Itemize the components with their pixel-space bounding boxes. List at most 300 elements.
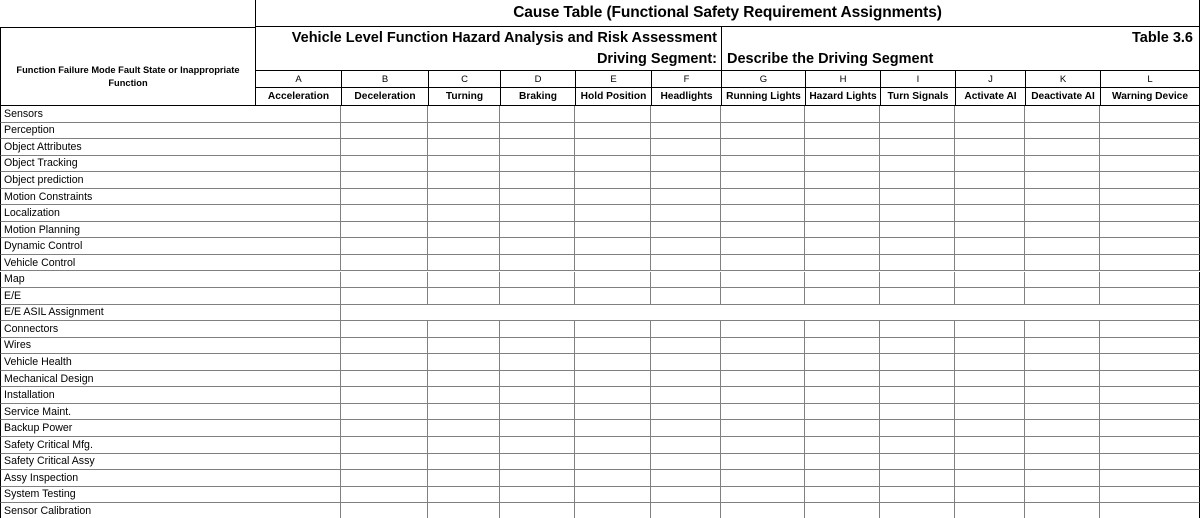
table-cell[interactable] [955, 205, 1025, 222]
table-cell[interactable] [341, 321, 428, 338]
table-cell[interactable] [341, 338, 428, 355]
table-cell[interactable] [500, 420, 575, 437]
table-cell[interactable] [805, 354, 880, 371]
table-cell[interactable] [721, 222, 805, 239]
row-label-motion-constraints[interactable]: Motion Constraints [0, 189, 256, 206]
table-cell[interactable] [805, 106, 880, 123]
table-cell[interactable] [500, 338, 575, 355]
table-cell[interactable] [341, 189, 428, 206]
table-cell[interactable] [1025, 437, 1100, 454]
table-cell[interactable] [651, 255, 721, 272]
table-cell[interactable] [500, 189, 575, 206]
table-cell[interactable] [721, 321, 805, 338]
table-cell[interactable] [1100, 288, 1200, 305]
table-cell[interactable] [428, 371, 500, 388]
table-cell[interactable] [1025, 172, 1100, 189]
table-cell[interactable] [500, 321, 575, 338]
table-cell[interactable] [255, 321, 341, 338]
table-cell[interactable] [805, 404, 880, 421]
table-cell[interactable] [500, 156, 575, 173]
table-cell[interactable] [880, 387, 955, 404]
table-cell[interactable] [651, 288, 721, 305]
table-cell[interactable] [651, 404, 721, 421]
row-label-backup-power[interactable]: Backup Power [0, 420, 256, 437]
table-cell[interactable] [955, 387, 1025, 404]
row-label-assy-inspection[interactable]: Assy Inspection [0, 470, 256, 487]
table-cell[interactable] [805, 487, 880, 504]
table-cell[interactable] [955, 139, 1025, 156]
table-cell[interactable] [1100, 387, 1200, 404]
table-cell[interactable] [955, 189, 1025, 206]
table-cell[interactable] [341, 156, 428, 173]
column-letter-k[interactable]: K [1025, 71, 1100, 88]
table-cell[interactable] [880, 503, 955, 518]
table-cell[interactable] [500, 354, 575, 371]
table-cell[interactable] [575, 503, 651, 518]
table-cell[interactable] [575, 123, 651, 140]
table-cell[interactable] [1025, 371, 1100, 388]
table-cell[interactable] [955, 156, 1025, 173]
table-cell[interactable] [880, 139, 955, 156]
row-label-service-maint-[interactable]: Service Maint. [0, 404, 256, 421]
table-cell[interactable] [651, 272, 721, 289]
table-cell[interactable] [955, 123, 1025, 140]
row-label-motion-planning[interactable]: Motion Planning [0, 222, 256, 239]
table-cell[interactable] [955, 106, 1025, 123]
row-label-safety-critical-mfg-[interactable]: Safety Critical Mfg. [0, 437, 256, 454]
table-cell[interactable] [428, 503, 500, 518]
table-cell[interactable] [1025, 205, 1100, 222]
table-cell[interactable] [255, 354, 341, 371]
table-cell[interactable] [721, 470, 805, 487]
table-cell[interactable] [955, 404, 1025, 421]
column-header-turn-signals[interactable]: Turn Signals [880, 88, 955, 106]
table-cell[interactable] [651, 222, 721, 239]
table-cell[interactable] [805, 156, 880, 173]
table-cell[interactable] [500, 123, 575, 140]
table-cell[interactable] [1100, 487, 1200, 504]
table-cell[interactable] [1025, 272, 1100, 289]
table-cell[interactable] [428, 156, 500, 173]
table-cell[interactable] [721, 338, 805, 355]
table-cell[interactable] [880, 238, 955, 255]
table-cell[interactable] [721, 437, 805, 454]
table-cell[interactable] [880, 420, 955, 437]
table-cell[interactable] [1100, 189, 1200, 206]
table-cell[interactable] [651, 371, 721, 388]
table-cell[interactable] [500, 487, 575, 504]
column-header-hold-position[interactable]: Hold Position [575, 88, 651, 106]
column-letter-c[interactable]: C [428, 71, 500, 88]
table-cell[interactable] [721, 387, 805, 404]
column-letter-i[interactable]: I [880, 71, 955, 88]
table-cell[interactable] [575, 189, 651, 206]
table-cell[interactable] [1025, 454, 1100, 471]
table-cell[interactable] [651, 437, 721, 454]
table-cell[interactable] [721, 205, 805, 222]
table-cell[interactable] [880, 288, 955, 305]
column-header-warning-device[interactable]: Warning Device [1100, 88, 1200, 106]
table-cell[interactable] [651, 172, 721, 189]
table-cell[interactable] [575, 454, 651, 471]
table-cell[interactable] [341, 106, 428, 123]
table-cell[interactable] [805, 123, 880, 140]
table-cell[interactable] [575, 255, 651, 272]
table-cell[interactable] [1025, 420, 1100, 437]
table-cell[interactable] [721, 487, 805, 504]
row-label-connectors[interactable]: Connectors [0, 321, 256, 338]
table-cell[interactable] [805, 437, 880, 454]
table-cell[interactable] [1100, 321, 1200, 338]
table-cell[interactable] [1100, 404, 1200, 421]
table-cell[interactable] [575, 139, 651, 156]
table-cell[interactable] [1100, 255, 1200, 272]
table-cell[interactable] [341, 255, 428, 272]
table-cell[interactable] [428, 172, 500, 189]
table-cell[interactable] [651, 238, 721, 255]
table-cell[interactable] [1025, 503, 1100, 518]
table-cell[interactable] [255, 454, 341, 471]
table-cell[interactable] [721, 156, 805, 173]
table-cell[interactable] [255, 487, 341, 504]
column-letter-d[interactable]: D [500, 71, 575, 88]
table-cell[interactable] [1100, 454, 1200, 471]
table-cell[interactable] [1025, 189, 1100, 206]
table-cell[interactable] [1100, 238, 1200, 255]
row-label-object-prediction[interactable]: Object prediction [0, 172, 256, 189]
table-cell[interactable] [500, 387, 575, 404]
table-cell[interactable] [255, 205, 341, 222]
table-cell[interactable] [1100, 156, 1200, 173]
table-cell[interactable] [805, 503, 880, 518]
table-cell[interactable] [805, 205, 880, 222]
table-cell[interactable] [721, 288, 805, 305]
table-cell[interactable] [575, 354, 651, 371]
table-cell[interactable] [1025, 238, 1100, 255]
table-cell[interactable] [428, 437, 500, 454]
row-label-installation[interactable]: Installation [0, 387, 256, 404]
table-cell[interactable] [428, 189, 500, 206]
column-header-deactivate-ai[interactable]: Deactivate AI [1025, 88, 1100, 106]
table-cell[interactable] [575, 172, 651, 189]
column-header-braking[interactable]: Braking [500, 88, 575, 106]
table-cell[interactable] [805, 321, 880, 338]
table-cell[interactable] [575, 371, 651, 388]
table-cell[interactable] [1100, 371, 1200, 388]
row-label-map[interactable]: Map [0, 272, 256, 289]
table-cell[interactable] [500, 172, 575, 189]
column-header-acceleration[interactable]: Acceleration [255, 88, 341, 106]
table-cell[interactable] [255, 238, 341, 255]
table-cell[interactable] [955, 172, 1025, 189]
row-label-mechanical-design[interactable]: Mechanical Design [0, 371, 256, 388]
row-label-dynamic-control[interactable]: Dynamic Control [0, 238, 256, 255]
table-cell[interactable] [1100, 503, 1200, 518]
table-cell[interactable] [341, 487, 428, 504]
row-label-system-testing[interactable]: System Testing [0, 487, 256, 504]
table-cell[interactable] [721, 172, 805, 189]
table-cell[interactable] [575, 272, 651, 289]
table-cell[interactable] [575, 238, 651, 255]
column-letter-j[interactable]: J [955, 71, 1025, 88]
table-cell[interactable] [500, 503, 575, 518]
table-cell[interactable] [1100, 420, 1200, 437]
table-cell[interactable] [575, 288, 651, 305]
table-cell[interactable] [575, 487, 651, 504]
table-cell[interactable] [428, 354, 500, 371]
table-cell[interactable] [1100, 354, 1200, 371]
column-letter-g[interactable]: G [721, 71, 805, 88]
table-cell[interactable] [1025, 106, 1100, 123]
table-cell[interactable] [805, 420, 880, 437]
table-cell[interactable] [1025, 139, 1100, 156]
driving-segment-value[interactable]: Describe the Driving Segment [727, 51, 934, 67]
table-cell[interactable] [341, 454, 428, 471]
row-label-e-e-asil-assignment[interactable]: E/E ASIL Assignment [0, 305, 256, 322]
table-cell[interactable] [1100, 172, 1200, 189]
table-cell[interactable] [955, 487, 1025, 504]
table-cell[interactable] [1025, 321, 1100, 338]
table-cell[interactable] [428, 222, 500, 239]
table-cell[interactable] [341, 354, 428, 371]
column-header-hazard-lights[interactable]: Hazard Lights [805, 88, 880, 106]
table-cell[interactable] [880, 437, 955, 454]
table-cell[interactable] [255, 387, 341, 404]
table-cell[interactable] [955, 454, 1025, 471]
table-cell[interactable] [880, 338, 955, 355]
table-cell[interactable] [500, 222, 575, 239]
table-cell[interactable] [500, 404, 575, 421]
table-cell[interactable] [1025, 222, 1100, 239]
table-cell[interactable] [721, 371, 805, 388]
table-cell[interactable] [1025, 404, 1100, 421]
table-cell[interactable] [880, 255, 955, 272]
table-cell[interactable] [500, 371, 575, 388]
table-cell[interactable] [721, 139, 805, 156]
table-cell[interactable] [500, 470, 575, 487]
column-header-headlights[interactable]: Headlights [651, 88, 721, 106]
table-cell[interactable] [880, 189, 955, 206]
table-cell[interactable] [880, 354, 955, 371]
table-cell[interactable] [651, 454, 721, 471]
table-cell[interactable] [1100, 437, 1200, 454]
table-cell[interactable] [1100, 470, 1200, 487]
table-cell[interactable] [805, 255, 880, 272]
table-cell[interactable] [428, 420, 500, 437]
table-cell[interactable] [721, 404, 805, 421]
table-cell[interactable] [255, 305, 341, 322]
table-cell[interactable] [575, 106, 651, 123]
table-cell[interactable] [805, 172, 880, 189]
table-cell[interactable] [1025, 487, 1100, 504]
table-cell[interactable] [1025, 156, 1100, 173]
table-cell[interactable] [575, 222, 651, 239]
table-cell[interactable] [721, 354, 805, 371]
table-cell[interactable] [255, 139, 341, 156]
table-cell[interactable] [651, 503, 721, 518]
table-cell[interactable] [1025, 123, 1100, 140]
table-cell[interactable] [721, 189, 805, 206]
table-cell[interactable] [955, 437, 1025, 454]
table-cell[interactable] [1100, 123, 1200, 140]
table-cell[interactable] [721, 106, 805, 123]
table-cell[interactable] [575, 321, 651, 338]
row-label-vehicle-health[interactable]: Vehicle Health [0, 354, 256, 371]
table-cell[interactable] [428, 321, 500, 338]
table-cell[interactable] [428, 139, 500, 156]
table-cell[interactable] [500, 288, 575, 305]
column-letter-e[interactable]: E [575, 71, 651, 88]
table-cell[interactable] [880, 454, 955, 471]
table-cell[interactable] [341, 420, 428, 437]
table-cell[interactable] [651, 189, 721, 206]
table-cell[interactable] [255, 272, 341, 289]
table-cell-merged[interactable] [341, 305, 1200, 322]
table-cell[interactable] [341, 123, 428, 140]
table-cell[interactable] [1025, 470, 1100, 487]
table-cell[interactable] [341, 437, 428, 454]
row-label-object-attributes[interactable]: Object Attributes [0, 139, 256, 156]
table-cell[interactable] [955, 222, 1025, 239]
table-cell[interactable] [651, 387, 721, 404]
table-cell[interactable] [805, 288, 880, 305]
table-cell[interactable] [428, 338, 500, 355]
table-cell[interactable] [651, 321, 721, 338]
table-cell[interactable] [500, 106, 575, 123]
table-cell[interactable] [428, 470, 500, 487]
table-cell[interactable] [428, 106, 500, 123]
table-cell[interactable] [428, 205, 500, 222]
table-cell[interactable] [575, 387, 651, 404]
table-cell[interactable] [651, 106, 721, 123]
row-label-sensor-calibration[interactable]: Sensor Calibration [0, 503, 256, 518]
table-cell[interactable] [955, 338, 1025, 355]
table-cell[interactable] [428, 123, 500, 140]
table-cell[interactable] [500, 255, 575, 272]
table-cell[interactable] [428, 272, 500, 289]
table-cell[interactable] [880, 172, 955, 189]
table-cell[interactable] [255, 255, 341, 272]
table-cell[interactable] [1025, 354, 1100, 371]
table-cell[interactable] [651, 420, 721, 437]
table-cell[interactable] [651, 205, 721, 222]
table-cell[interactable] [955, 288, 1025, 305]
table-cell[interactable] [805, 222, 880, 239]
column-letter-a[interactable]: A [255, 71, 341, 88]
table-cell[interactable] [341, 172, 428, 189]
table-cell[interactable] [880, 123, 955, 140]
table-cell[interactable] [341, 503, 428, 518]
table-cell[interactable] [1100, 338, 1200, 355]
table-cell[interactable] [955, 503, 1025, 518]
column-letter-h[interactable]: H [805, 71, 880, 88]
table-cell[interactable] [500, 454, 575, 471]
table-cell[interactable] [721, 454, 805, 471]
table-cell[interactable] [651, 487, 721, 504]
table-cell[interactable] [500, 139, 575, 156]
table-cell[interactable] [428, 404, 500, 421]
table-cell[interactable] [880, 205, 955, 222]
table-cell[interactable] [255, 503, 341, 518]
table-cell[interactable] [721, 255, 805, 272]
table-cell[interactable] [428, 255, 500, 272]
table-cell[interactable] [880, 371, 955, 388]
table-cell[interactable] [255, 222, 341, 239]
table-cell[interactable] [341, 387, 428, 404]
table-cell[interactable] [651, 156, 721, 173]
row-label-localization[interactable]: Localization [0, 205, 256, 222]
table-cell[interactable] [255, 404, 341, 421]
table-cell[interactable] [651, 470, 721, 487]
table-cell[interactable] [805, 238, 880, 255]
table-cell[interactable] [341, 272, 428, 289]
table-cell[interactable] [880, 470, 955, 487]
table-cell[interactable] [880, 321, 955, 338]
table-cell[interactable] [341, 470, 428, 487]
table-cell[interactable] [1025, 288, 1100, 305]
table-cell[interactable] [341, 222, 428, 239]
table-cell[interactable] [880, 222, 955, 239]
table-cell[interactable] [575, 437, 651, 454]
row-label-vehicle-control[interactable]: Vehicle Control [0, 255, 256, 272]
table-cell[interactable] [805, 139, 880, 156]
table-cell[interactable] [1100, 205, 1200, 222]
table-cell[interactable] [428, 238, 500, 255]
table-cell[interactable] [805, 470, 880, 487]
table-cell[interactable] [575, 470, 651, 487]
table-cell[interactable] [805, 272, 880, 289]
table-cell[interactable] [341, 371, 428, 388]
row-label-perception[interactable]: Perception [0, 123, 256, 140]
column-letter-f[interactable]: F [651, 71, 721, 88]
table-cell[interactable] [500, 272, 575, 289]
table-cell[interactable] [955, 255, 1025, 272]
table-cell[interactable] [255, 437, 341, 454]
table-cell[interactable] [721, 123, 805, 140]
table-cell[interactable] [1025, 255, 1100, 272]
table-cell[interactable] [255, 172, 341, 189]
table-cell[interactable] [255, 338, 341, 355]
row-label-object-tracking[interactable]: Object Tracking [0, 156, 256, 173]
table-cell[interactable] [255, 123, 341, 140]
table-cell[interactable] [805, 189, 880, 206]
table-cell[interactable] [805, 338, 880, 355]
table-cell[interactable] [805, 387, 880, 404]
table-cell[interactable] [955, 371, 1025, 388]
table-cell[interactable] [255, 156, 341, 173]
table-cell[interactable] [255, 470, 341, 487]
table-cell[interactable] [500, 205, 575, 222]
table-cell[interactable] [880, 156, 955, 173]
column-header-running-lights[interactable]: Running Lights [721, 88, 805, 106]
table-cell[interactable] [880, 272, 955, 289]
table-cell[interactable] [721, 420, 805, 437]
table-cell[interactable] [500, 238, 575, 255]
table-cell[interactable] [341, 288, 428, 305]
table-cell[interactable] [721, 272, 805, 289]
table-cell[interactable] [651, 354, 721, 371]
row-label-e-e[interactable]: E/E [0, 288, 256, 305]
table-cell[interactable] [255, 106, 341, 123]
table-cell[interactable] [1100, 222, 1200, 239]
column-letter-l[interactable]: L [1100, 71, 1200, 88]
table-cell[interactable] [651, 123, 721, 140]
table-cell[interactable] [1100, 106, 1200, 123]
table-cell[interactable] [880, 487, 955, 504]
table-cell[interactable] [341, 139, 428, 156]
table-cell[interactable] [341, 238, 428, 255]
table-cell[interactable] [880, 404, 955, 421]
